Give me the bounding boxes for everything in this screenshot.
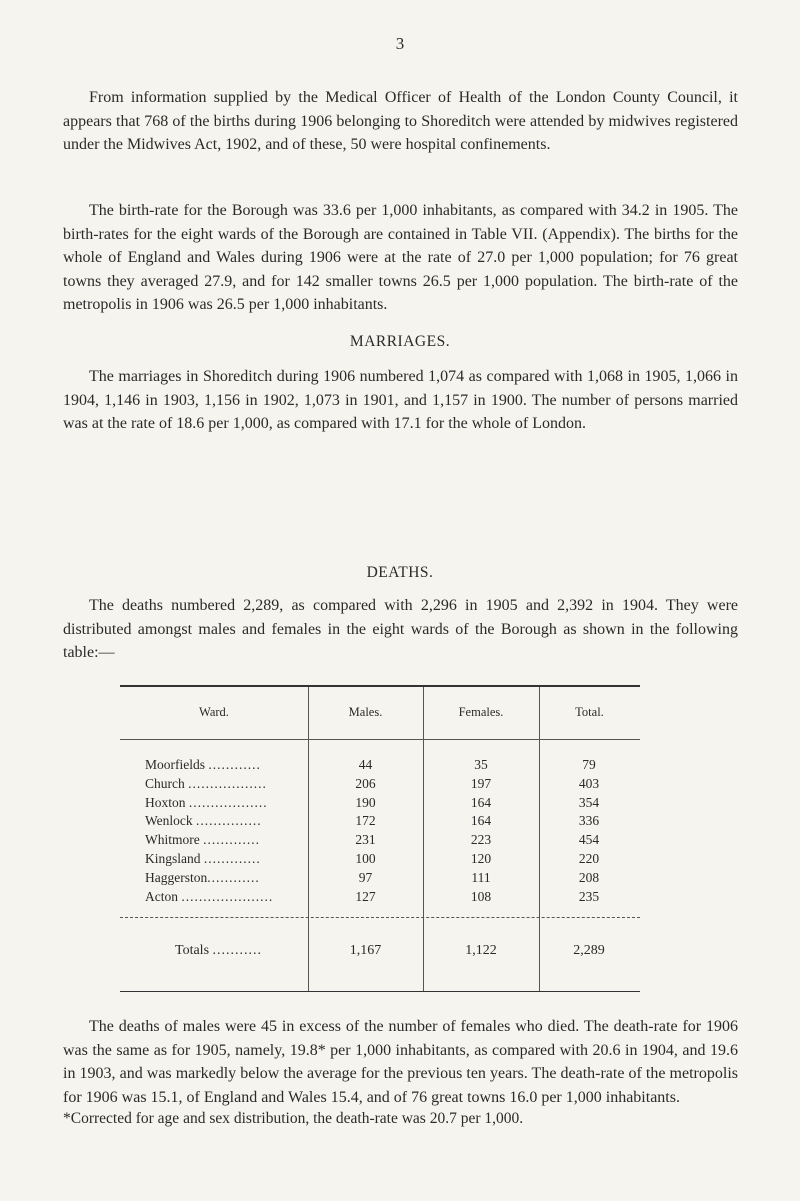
males-cell: 100 — [355, 850, 376, 866]
footnote: *Corrected for age and sex distribution, the death-rate was 20.7 per 1,000. — [63, 1110, 524, 1127]
total-cell: 403 — [578, 775, 600, 791]
total-cell: 336 — [578, 813, 600, 829]
paragraph-birth-rate: The birth-rate for the Borough was 33.6 per 1,000 inhabitants, as compared with 34.2 in 1905. The birth-rates for the eight wards of the Borough are contained in Table VII. (Appendix). The births for the whole of England and Wales during 1906 were at the rate of 27.0 per 1,000 population; for 76 great towns they averaged 27.9, and for 142 smaller towns 26.5 per 1,000 population. The birth-rate of the metropolis in 1906 was 26.5 per 1,000 inhabitants. — [63, 202, 738, 313]
table-row: Moorfields ............ 44 35 79 — [120, 757, 640, 776]
females-cell: 164 — [470, 794, 492, 810]
header-males: Males. — [348, 705, 383, 719]
females-cell: 164 — [470, 813, 492, 829]
totals-rule — [120, 917, 640, 918]
ward-name: Kingsland — [145, 850, 201, 866]
total-males: 1,167 — [349, 943, 382, 958]
females-cell: 111 — [471, 869, 491, 885]
females-cell: 35 — [474, 757, 488, 772]
ward-name: Moorfields — [145, 757, 205, 772]
table-row: Haggerston............ 97 111 208 — [120, 870, 640, 889]
table-row: Hoxton .................. 190 164 354 — [120, 795, 640, 814]
ward-name: Whitmore — [145, 832, 200, 848]
total-cell: 354 — [578, 794, 600, 810]
totals-row: Totals ........... 1,167 1,122 2,289 — [120, 943, 640, 962]
page-number: 3 — [395, 34, 405, 53]
males-cell: 172 — [355, 813, 376, 829]
ward-name: Church — [145, 775, 185, 791]
paragraph-midwives: From information supplied by the Medical Officer of Health of the London County Council, it appears that 768 of the births during 1906 belonging to Shoreditch were attended by midwives registered under the Midwives Act, 1902, and of these, 50 were hospital confinements. — [63, 89, 738, 153]
males-cell: 190 — [355, 794, 376, 810]
table-row: Wenlock ............... 172 164 336 — [120, 813, 640, 832]
ward-name: Haggerston — [145, 869, 208, 885]
total-cell: 454 — [578, 832, 600, 848]
paragraph-deaths-intro: The deaths numbered 2,289, as compared with 2,296 in 1905 and 2,392 in 1904. They were distributed amongst males and females in the eight wards of the Borough as shown in the following table:— — [63, 597, 738, 661]
deaths-by-ward-table — [120, 685, 640, 992]
males-cell: 206 — [355, 775, 376, 791]
total-cell: 79 — [582, 757, 596, 772]
ward-name: Wenlock — [145, 813, 193, 829]
header-females: Females. — [458, 705, 504, 719]
heading-deaths: DEATHS. — [366, 564, 434, 581]
table-row: Whitmore ............. 231 223 454 — [120, 832, 640, 851]
header-total: Total. — [575, 705, 604, 719]
males-cell: 44 — [358, 757, 373, 772]
females-cell: 197 — [470, 775, 492, 791]
table-body — [120, 757, 640, 907]
ward-name: Hoxton — [145, 794, 186, 810]
total-females: 1,122 — [465, 943, 497, 958]
paragraph-marriages: The marriages in Shoreditch during 1906 numbered 1,074 as compared with 1,068 in 1905, 1,066 in 1904, 1,146 in 1903, 1,156 in 1902, 1,073 in 1901, and 1,157 in 1900. The number of persons married was at the rate of 18.6 per 1,000, as compared with 17.1 for the whole of London. — [63, 368, 738, 432]
females-cell: 223 — [470, 832, 492, 848]
total-cell: 220 — [578, 850, 600, 866]
grand-total: 2,289 — [573, 943, 605, 958]
table-row: Kingsland ............. 100 120 220 — [120, 851, 640, 870]
total-cell: 208 — [578, 869, 600, 885]
table-row: Church .................. 206 197 403 — [120, 776, 640, 795]
heading-marriages: MARRIAGES. — [349, 333, 451, 350]
totals-label: Totals — [175, 943, 210, 958]
males-cell: 127 — [355, 888, 376, 904]
females-cell: 120 — [470, 850, 492, 866]
header-rule — [120, 739, 640, 740]
paragraph-death-rate: The deaths of males were 45 in excess of the number of females who died. The death-rate for 1906 was the same as for 1905, namely, 19.8* per 1,000 inhabitants, as compared with 20.6 in 1904, and 19.6 in 1903, and was markedly below the average for the previous ten years. The death-rate of the metropolis for 1906 was 15.1, of England and Wales 15.4, and of 76 great towns 16.0 per 1,000 inhabitants. — [63, 1018, 738, 1106]
males-cell: 97 — [358, 869, 373, 885]
total-cell: 235 — [578, 888, 600, 904]
females-cell: 108 — [470, 888, 492, 904]
males-cell: 231 — [355, 832, 376, 848]
ward-name: Acton — [145, 888, 178, 904]
table-row: Acton ..................... 127 108 235 — [120, 889, 640, 908]
header-ward: Ward. — [199, 705, 229, 719]
